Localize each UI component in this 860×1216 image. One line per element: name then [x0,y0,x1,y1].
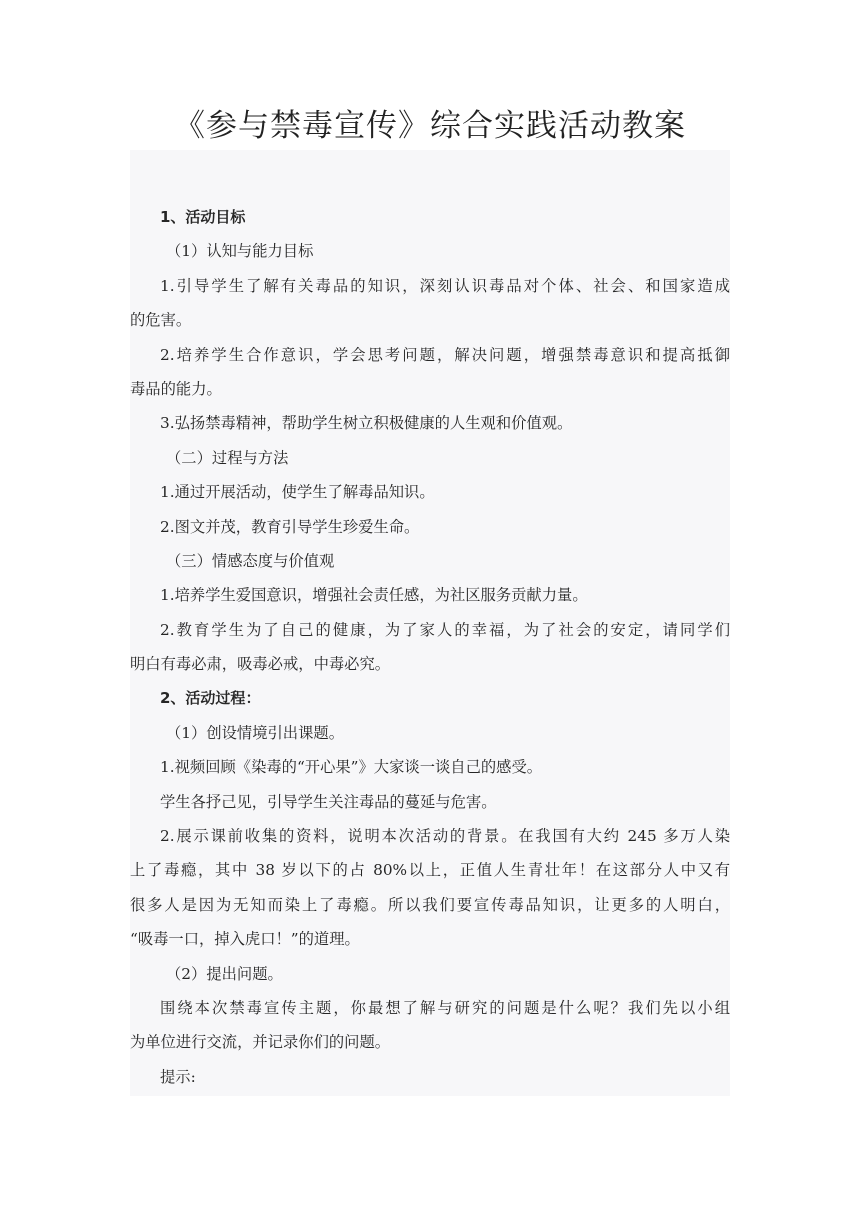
paragraph-line: 围绕本次禁毒宣传主题，你最想了解与研究的问题是什么呢？我们先以小组 [160,998,730,1017]
paragraph-line: 1.通过开展活动，使学生了解毒品知识。 [160,483,435,502]
paragraph-line: “吸毒一口，掉入虎口！”的道理。 [130,930,360,949]
section-heading: 2、活动过程： [160,689,261,708]
paragraph-line: 2.培养学生合作意识，学会思考问题，解决问题，增强禁毒意识和提高抵御 [160,345,730,364]
paragraph-line: 明白有毒必肃，吸毒必戒，中毒必究。 [130,655,391,674]
paragraph-line: 1.培养学生爱国意识，增强社会责任感，为社区服务贡献力量。 [160,586,588,605]
paragraph-line: 2.展示课前收集的资料，说明本次活动的背景。在我国有大约 245 多万人染 [160,827,730,846]
paragraph-line: 学生各抒己见，引导学生关注毒品的蔓延与危害。 [160,792,497,811]
paragraph-line: 为单位进行交流，并记录你们的问题。 [130,1033,391,1052]
document-title: 《参与禁毒宣传》综合实践活动教案 [174,108,686,144]
section-heading: 1、活动目标 [160,208,246,226]
paragraph-line: 2.教育学生为了自己的健康，为了家人的幸福，为了社会的安定，请同学们 [160,620,730,639]
paragraph-line: 1.视频回顾《染毒的“开心果”》大家谈一谈自己的感受。 [160,758,543,777]
paragraph-line: 提示: [160,1067,196,1086]
document-body [130,200,730,1094]
paragraph-line: 的危害。 [130,311,192,330]
subheading: （1）创设情境引出课题。 [166,723,344,742]
paragraph-line: 1.引导学生了解有关毒品的知识，深刻认识毒品对个体、社会、和国家造成 [160,276,730,295]
paragraph-line: 很多人是因为无知而染上了毒瘾。所以我们要宣传毒品知识，让更多的人明白， [130,895,730,914]
subheading: （三）情感态度与价值观 [166,551,335,570]
paragraph-line: 3.弘扬禁毒精神，帮助学生树立积极健康的人生观和价值观。 [160,414,573,433]
subheading: （2）提出问题。 [166,964,283,983]
paragraph-line: 2.图文并茂，教育引导学生珍爱生命。 [160,517,420,536]
subheading: （二）过程与方法 [166,448,289,467]
paragraph-line: 上了毒瘾，其中 38 岁以下的占 80%以上，正值人生青壮年！在这部分人中又有 [130,861,730,880]
subheading: （1）认知与能力目标 [166,242,314,261]
paragraph-line: 毒品的能力。 [130,379,222,398]
